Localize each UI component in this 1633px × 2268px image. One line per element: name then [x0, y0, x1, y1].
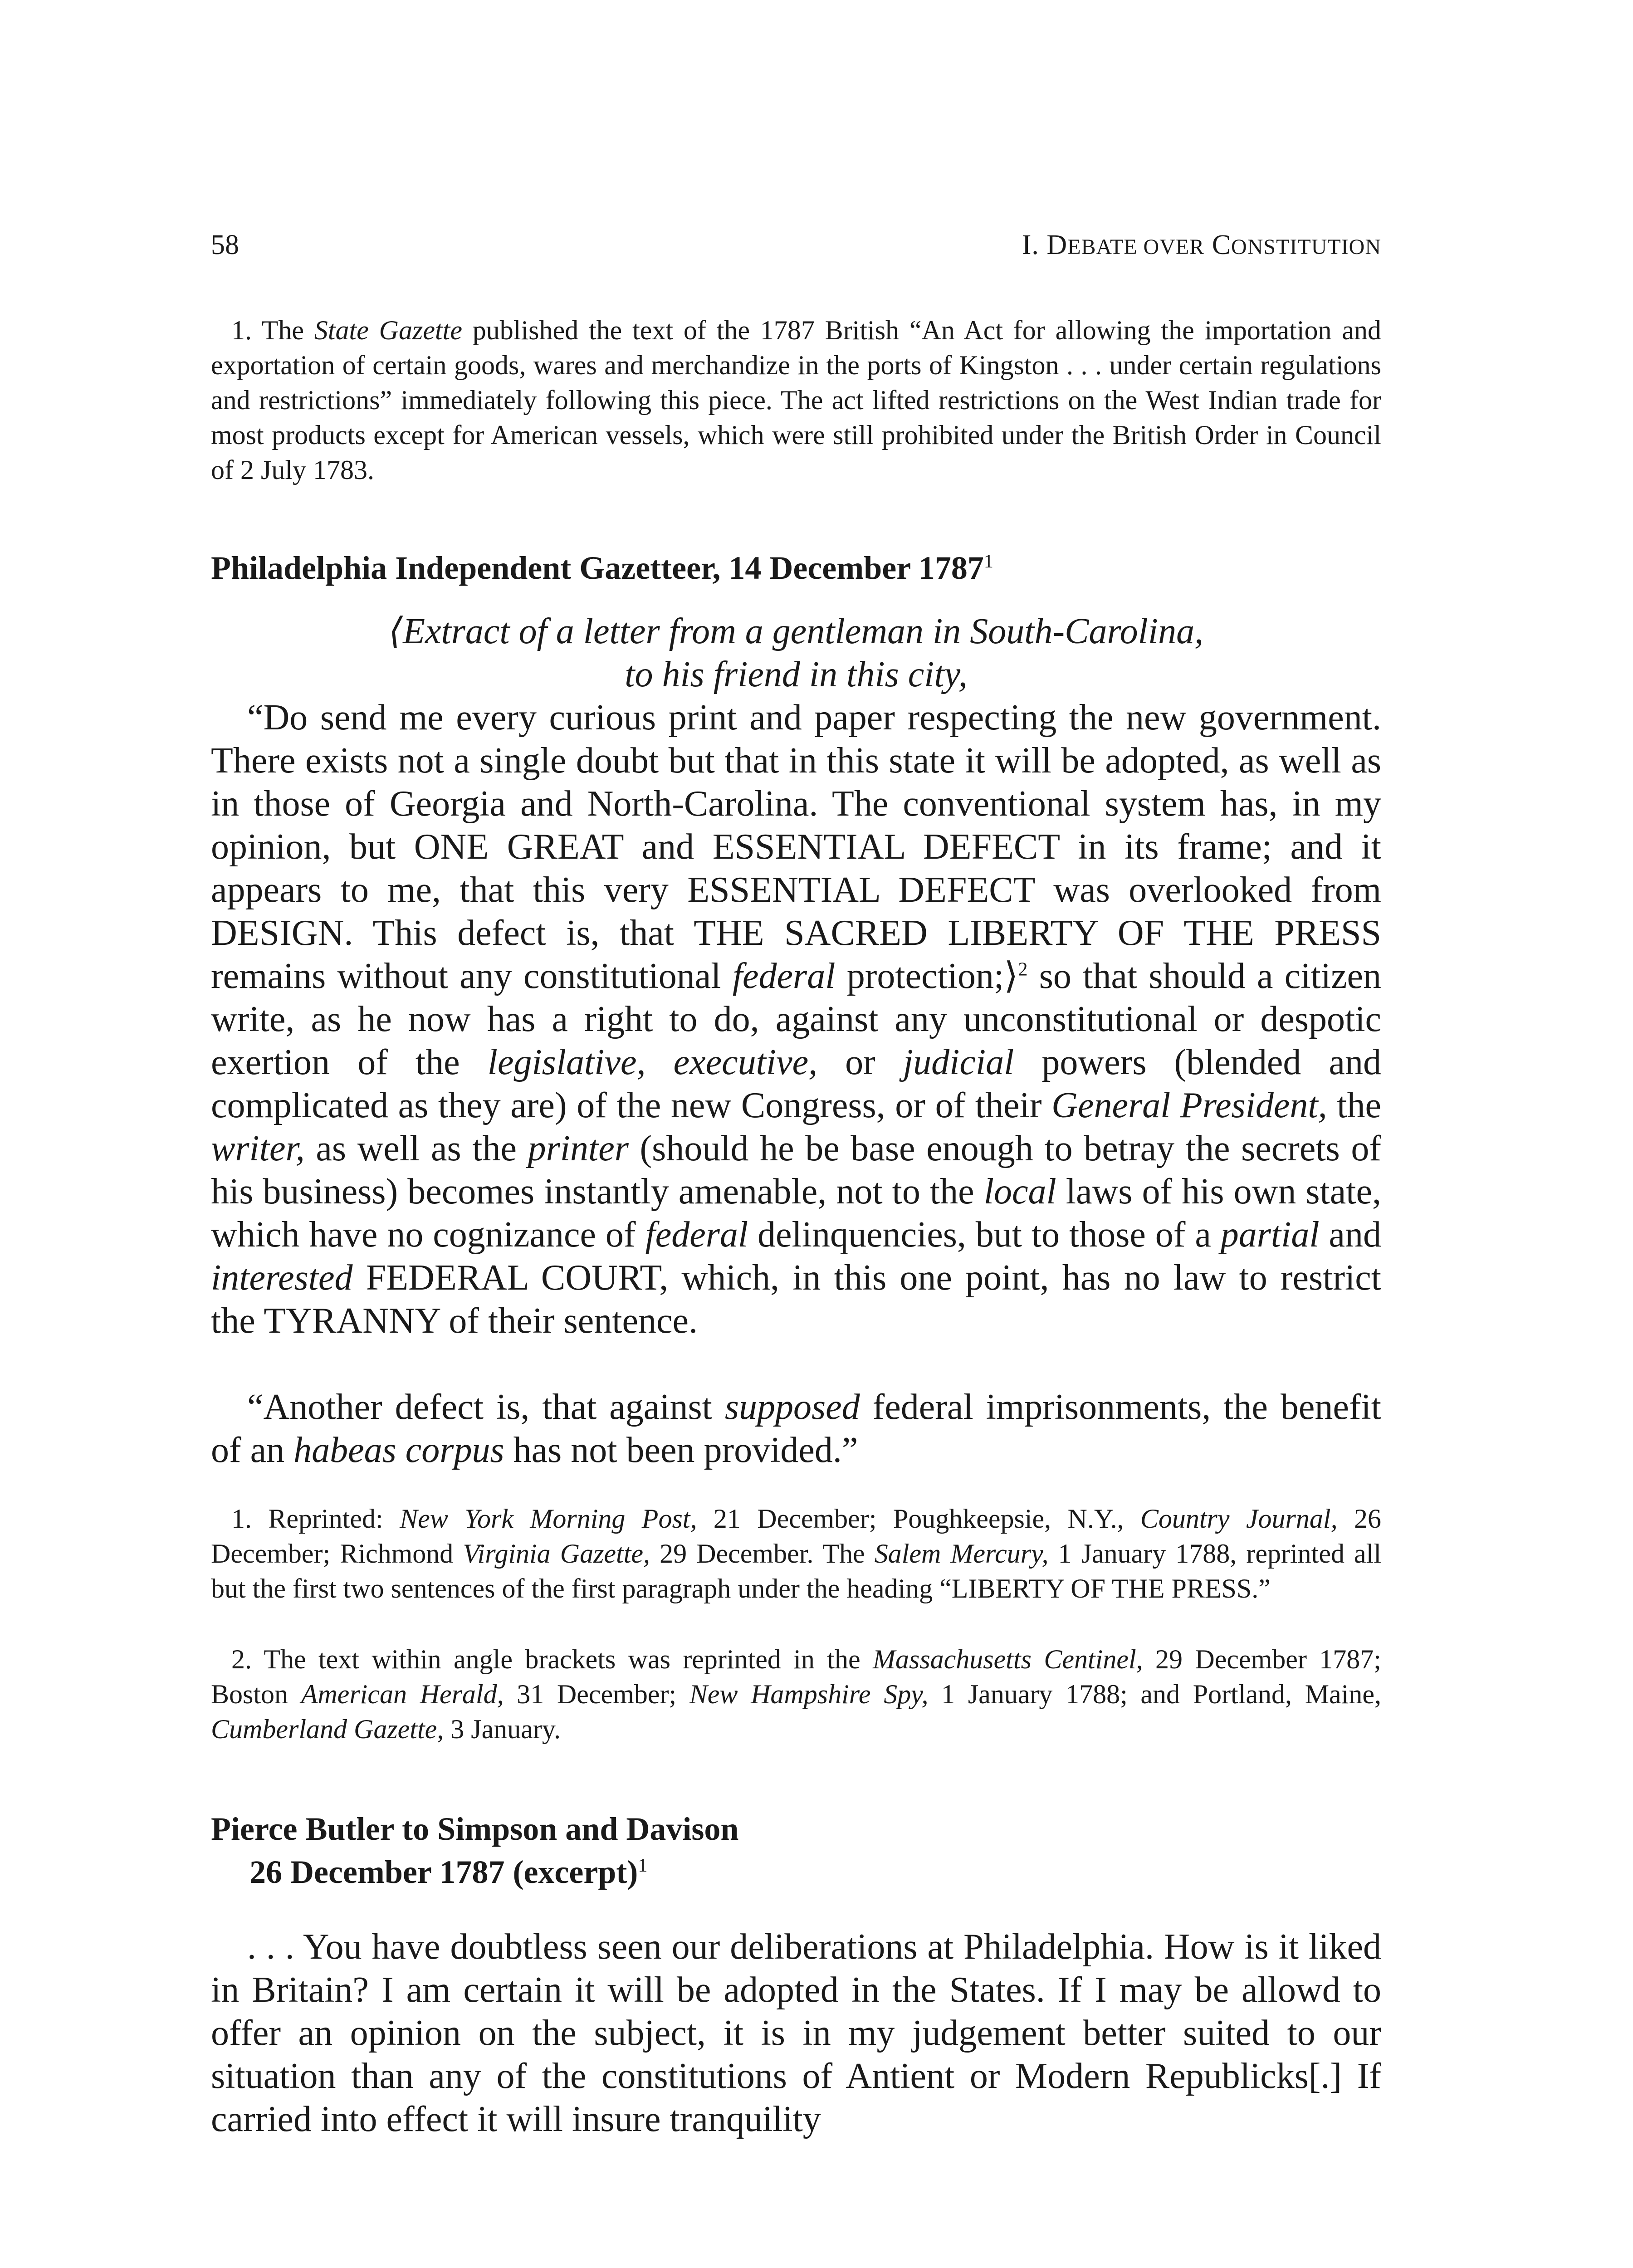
letter-paragraph-1: “Do send me every curious print and paper respecting the new government. There exists not a single doubt but that in this state it will be adopted, as well as in those of Georgia and North-Carolina. The conventional system has, in my opinion, but ONE GREAT and ESSENTIAL DEFECT in its frame; and it appears to me, that this very ESSENTIAL DEFECT was overlooked from DESIGN. This defect is, that THE SACRED LIBERTY OF THE PRESS remains without any constitutional federal protection;⟩$^2$ so that should a citizen write, as he now has a right to do, against any unconstitutional or despotic exertion of the legislative, executive, or judicial powers (blended and complicated as they are) of the new Congress, or of their General President, the writer, as well as the printer (should he be base enough to betray the secrets of his business) becomes instantly amenable, not to the local laws of his own state, which have no cognizance of federal delinquencies, but to those of a partial and interested FEDERAL COURT, which, in this one point, has no law to restrict the TYRANNY of their sentence.: [211, 698, 1382, 1341]
running-title: I. DEBATE OVER CONSTITUTION: [1022, 230, 1381, 260]
letter-paragraph-2: “Another defect is, that against supposed federal imprisonments, the benefit of an habeas corpus has not been provided.”: [211, 1387, 1382, 1470]
running-head: [211, 229, 1381, 279]
page-number: 58: [211, 230, 239, 260]
section-heading-independent-gazetteer: Philadelphia Independent Gazetteer, 14 December 1787$^1$: [211, 550, 993, 586]
section-heading-butler-line-2: 26 December 1787 (excerpt)$^1$: [249, 1854, 648, 1890]
footnote-2: 2. The text within angle brackets was reprinted in the Massachusetts Centinel, 29 December 1787; Boston American Herald, 31 December; New Hampshire Spy, 1 January 1788; and Portland, Maine, Cumberland Gazette, 3 January.: [211, 1644, 1381, 1744]
butler-paragraph-1: . . . You have doubtless seen our deliberations at Philadelphia. How is it liked in Britain? I am certain it will be adopted in the States. If I may be allowd to offer an opinion on the subject, it is in my judgement better suited to our situation than any of the constitutions of Antient or Modern Republicks[.] If carried into effect it will insure tranquility: [211, 1927, 1381, 2139]
top-footnote: 1. The State Gazette published the text of the 1787 British “An Act for allowing the importation and exportation of certain goods, wares and merchandize in the ports of Kingston . . . under certain regulations and restrictions” immediately following this piece. The act lifted restrictions on the West Indian trade for most products except for American vessels, which were still prohibited under the British Order in Council of 2 July 1783.: [211, 315, 1381, 485]
section-heading-butler-line-1: Pierce Butler to Simpson and Davison: [211, 1811, 739, 1847]
dateline-line-1: ⟨Extract of a letter from a gentleman in South-Carolina,: [388, 611, 1204, 651]
footnote-1: 1. Reprinted: New York Morning Post, 21 December; Poughkeepsie, N.Y., Country Journal, 26 December; Richmond Virginia Gazette, 29 December. The Salem Mercury, 1 January 1788, reprinted all but the first two sentences of the first paragraph under the heading “LIBERTY OF THE PRESS.”: [211, 1504, 1381, 1603]
dateline-line-2: to his friend in this city,: [625, 655, 968, 694]
